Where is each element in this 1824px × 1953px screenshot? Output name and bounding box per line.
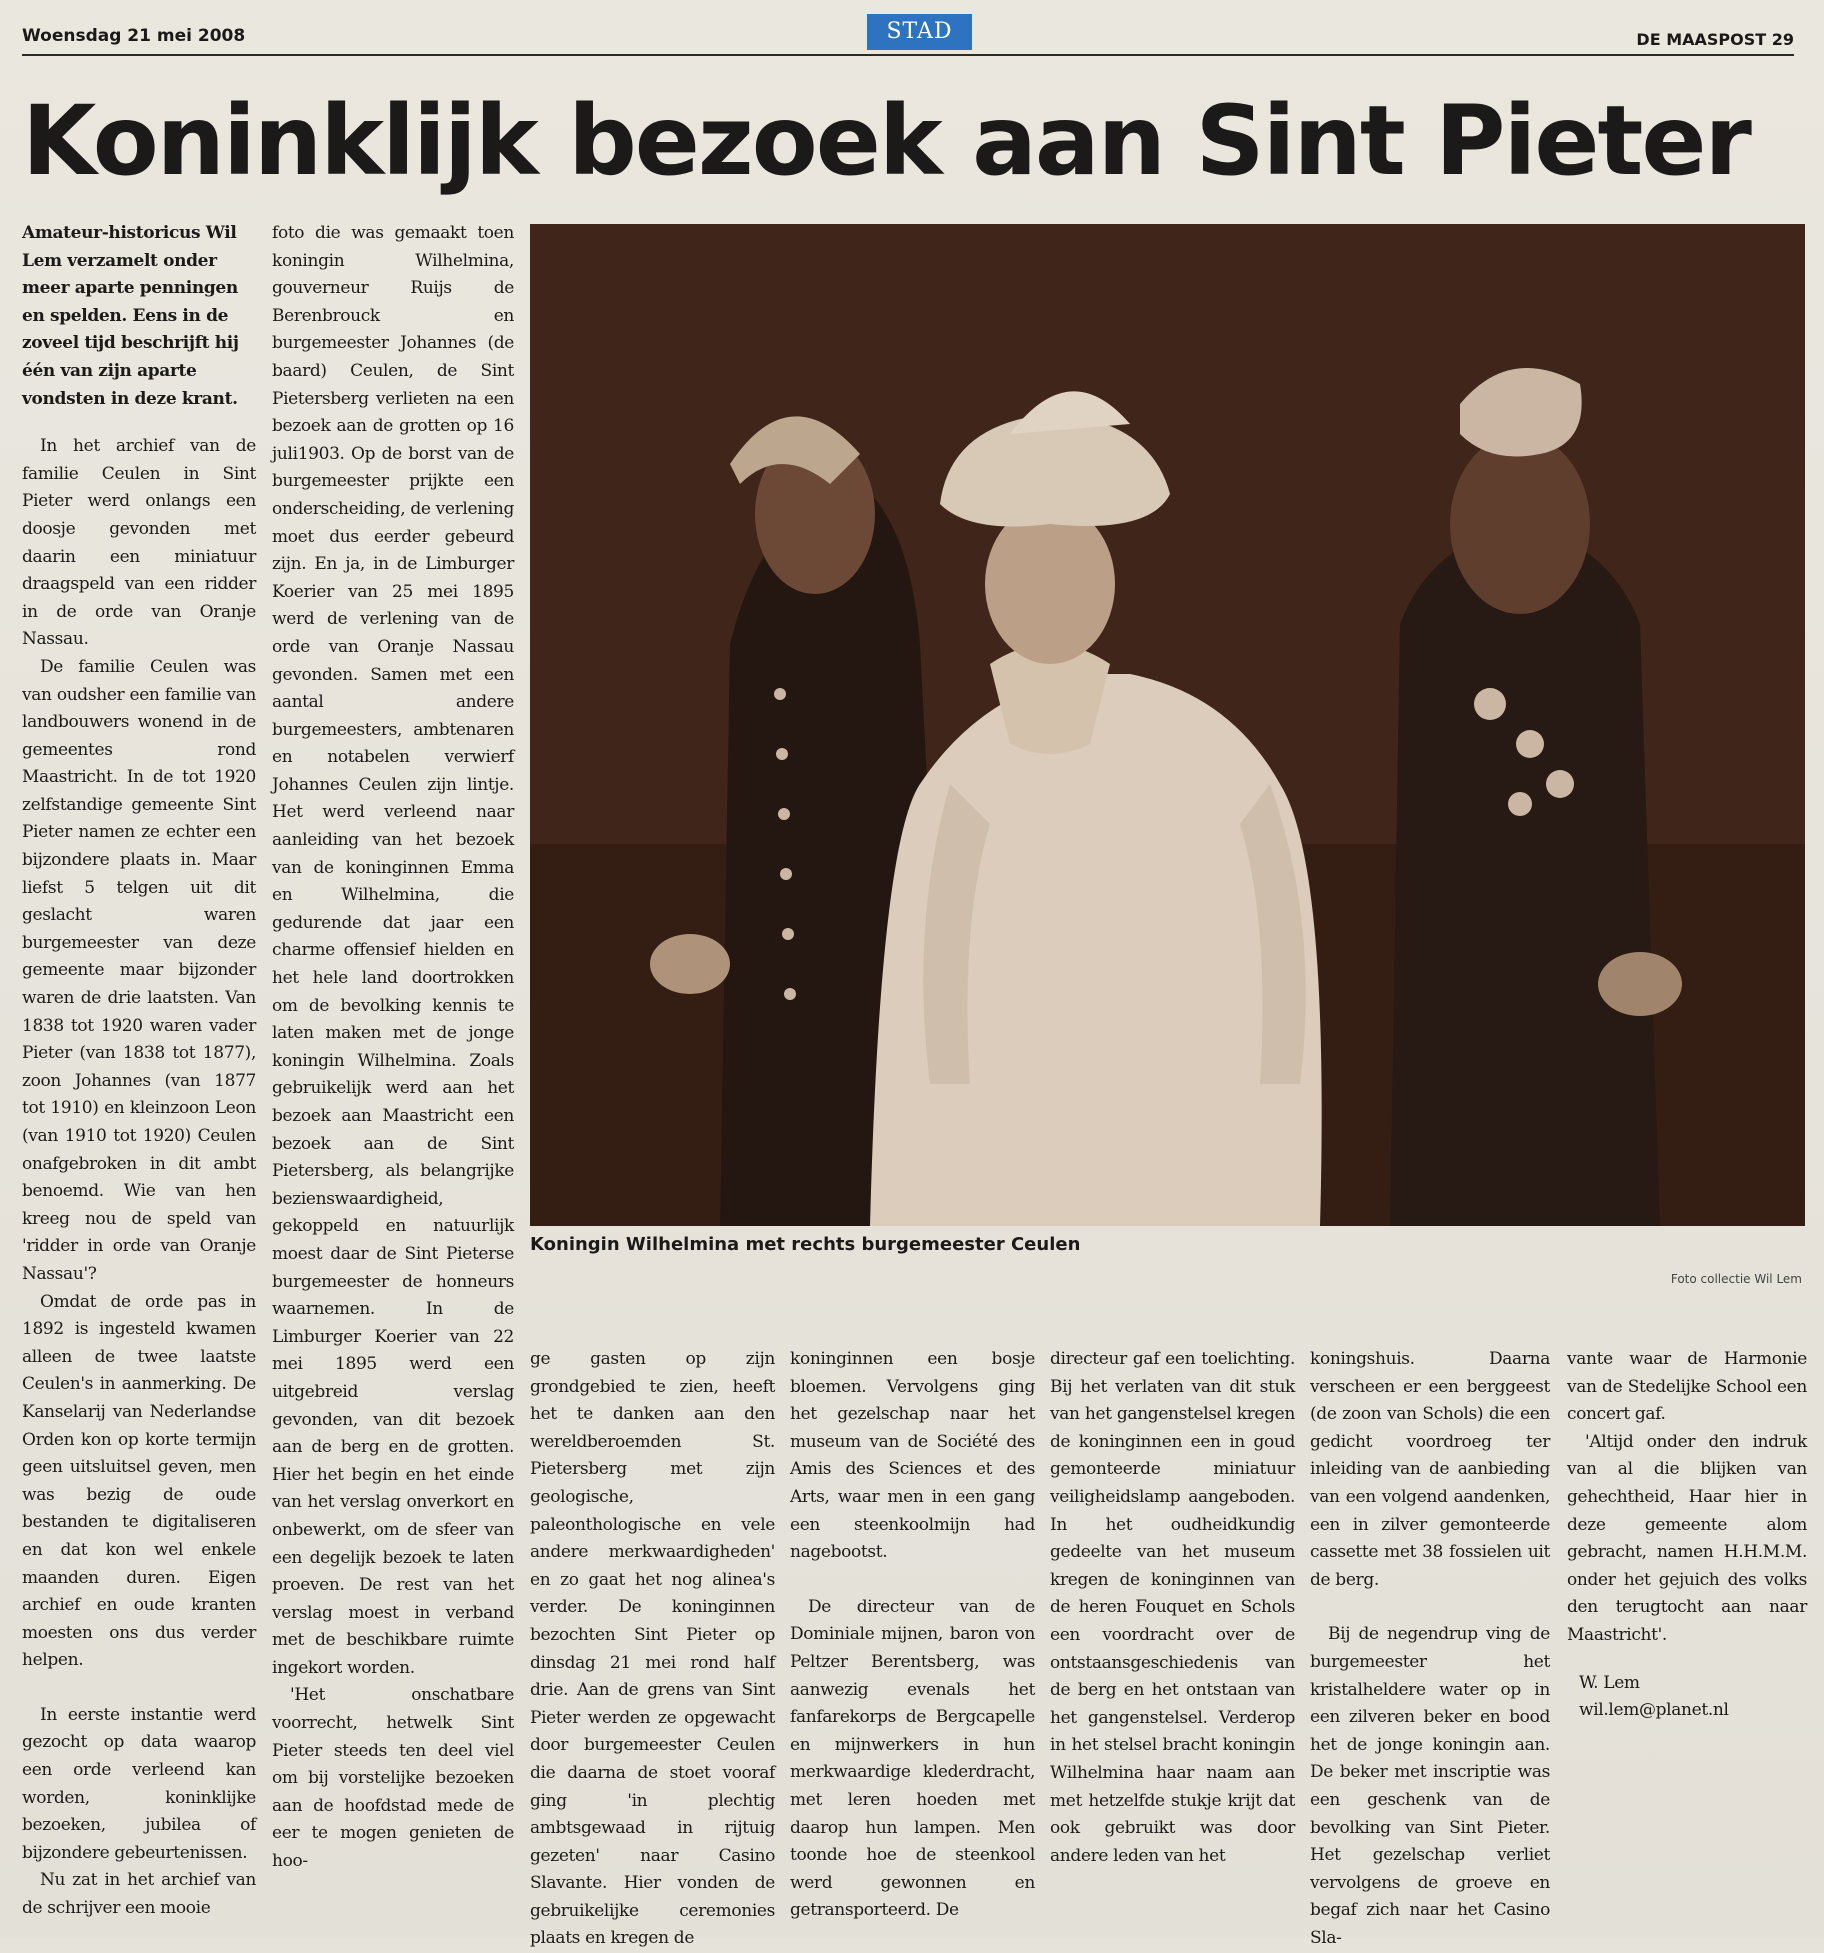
paragraph: In eerste instantie werd gezocht op data waarop een orde verleend kan worden, koninklijke bezoeken, jubilea of bijzondere gebeurtenissen. (22, 1704, 256, 1863)
headline: Koninklijk bezoek aan Sint Pieter (22, 85, 1750, 197)
author-email[interactable]: wil.lem@planet.nl (1579, 1700, 1729, 1721)
article-column-2 (272, 220, 514, 1935)
photo-caption: Koningin Wilhelmina met rechts burgemeester Ceulen (530, 1234, 1081, 1255)
paragraph: foto die was gemaakt toen koningin Wilhelmina, gouverneur Ruijs de Berenbrouck en burgemeester Johannes (de baard) Ceulen, de Sint Pietersberg verlieten na een bezoek aan de grotten op 16 juli1903. Op de borst van de burgemeester prijkte een onderscheiding, de verlening moet dus eerder gebeurd zijn. En ja, in de Limburger Koerier van 25 mei 1895 werd de verlening van de orde van Oranje Nassau gevonden. Samen met een aantal andere burgemeesters, ambtenaren en notabelen verwierf Johannes Ceulen zijn lintje. Het werd verleend naar aanleiding van het bezoek van de koninginnen Emma en Wilhelmina, die gedurende dat jaar een charme offensief hielden en het hele land doortrokken om de bevolking kennis te laten maken met de jonge koningin Wilhelmina. Zoals gebruikelijk werd aan het bezoek aan Maastricht een bezoek aan de Sint Pietersberg, als belangrijke bezienswaardigheid, gekoppeld en natuurlijk moest daar de Sint Pieterse burgemeester de honneurs waarnemen. In de Limburger Koerier van 22 mei 1895 werd een uitgebreid verslag gevonden, van dit bezoek aan de berg en de grotten. Hier het begin en het einde van het verslag onverkort en onbewerkt, om de sfeer van een degelijk bezoek te laten proeven. De rest van het verslag moest in verband met de beschikbare ruimte ingekort worden. (272, 223, 514, 1678)
paragraph: Omdat de orde pas in 1892 is ingesteld kwamen alleen de twee laatste Ceulen's in aanmerking. De Kanselarij van Nederlandse Orden kon op korte termijn geen uitsluitsel geven, men was bezig de oude bestanden te digitaliseren en dat kon wel enkele maanden duren. Eigen archief en oude kranten moesten ons dus verder helpen. (22, 1291, 256, 1671)
paragraph: directeur gaf een toelichting. Bij het verlaten van dit stuk van het gangenstelsel kregen de koninginnen een in goud gemonteerde miniatuur veiligheidslamp aangeboden. In het oudheidkundig gedeelte van het museum kregen de koninginnen van de heren Fouquet en Schols een voordracht over de ontstaansgeschiedenis van de berg en het ontstaan van het gangenstelsel. Verderop in het stelsel bracht koningin Wilhelmina haar naam aan met hetzelfde stukje krijt dat ook gebruikt was door andere leden van het (1050, 1349, 1295, 1866)
article-lead: Amateur-historicus Wil Lem verzamelt onder meer aparte penningen en spelden. Eens in de zoveel tijd beschrijft hij één van zijn aparte vondsten in deze krant. (22, 223, 239, 409)
article-column-5 (1050, 1346, 1295, 1936)
paragraph: 'Het onschatbare voorrecht, hetwelk Sint Pieter steeds ten deel viel om bij vorstelijke bezoeken aan de hoofdstad mede de eer te mogen genieten de hoo- (272, 1685, 514, 1872)
paragraph: Bij de negendrup ving de burgemeester het kristalheldere water op in een zilveren beker en bood het de jonge koningin aan. De beker met inscriptie was een geschenk van de bevolking van Sint Pieter. Het gezelschap verliet vervolgens de groeve en begaf zich naar het Casino Sla- (1310, 1624, 1550, 1948)
paragraph: De directeur van de Dominiale mijnen, baron von Peltzer Berentsberg, was aanwezig evenals het fanfarekorps de Bergcapelle en mijnwerkers in hun merkwaardige klederdracht, met leren hoeden met daarop hun lampen. Men toonde hoe de steenkool werd gewonnen en getransporteerd. De (790, 1596, 1035, 1921)
article-column-7 (1567, 1346, 1807, 1936)
section-badge: STAD (867, 14, 972, 50)
historic-photo (530, 224, 1805, 1226)
publication-page: DE MAASPOST 29 (1636, 30, 1794, 49)
paragraph: In het archief van de familie Ceulen in Sint Pieter werd onlangs een doosje gevonden met daarin een miniatuur draagspeld van een ridder in de orde van Oranje Nassau. (22, 436, 256, 650)
photo-credit: Foto collectie Wil Lem (1670, 1272, 1802, 1286)
paragraph: De familie Ceulen was van oudsher een familie van landbouwers wonend in de gemeentes rond Maastricht. In de tot 1920 zelfstandige gemeente Sint Pieter namen ze echter een bijzondere plaats in. Maar liefst 5 telgen uit dit geslacht waren burgemeester van deze gemeente maar bijzonder waren de drie laatsten. Van 1838 tot 1920 waren vader Pieter (van 1838 tot 1877), zoon Johannes (van 1877 tot 1910) en kleinzoon Leon (van 1910 tot 1920) Ceulen onafgebroken in dit ambt benoemd. Wie van hen kreeg nou de speld van 'ridder in orde van Oranje Nassau'? (22, 656, 256, 1284)
article-column-1 (22, 220, 256, 1935)
article-column-4 (790, 1346, 1035, 1936)
issue-date: Woensdag 21 mei 2008 (22, 26, 246, 46)
paragraph: ge gasten op zijn grondgebied te zien, heeft het te danken aan den wereldberoemden St. Pietersberg met zijn geologische, paleonthologische en vele andere merkwaardigheden' en zo gaat het nog alinea's verder. De koninginnen bezochten Sint Pieter op dinsdag 21 mei rond half drie. Aan de grens van Sint Pieter werden ze opgewacht door burgemeester Ceulen die daarna de stoet vooraf ging 'in plechtig ambtsgewaad in rijtuig gezeten' naar Casino Slavante. Hier vonden de gebruikelijke ceremonies plaats en kregen de (530, 1349, 775, 1949)
paragraph: 'Altijd onder den indruk van al die blijken van gehechtheid, Haar hier in deze gemeente alom gebracht, namen H.H.M.M. onder het gejuich des volks den terugtocht aan naar Maastricht'. (1567, 1431, 1807, 1645)
paragraph: Nu zat in het archief van de schrijver een mooie (22, 1870, 256, 1919)
author-name: W. Lem (1579, 1672, 1640, 1693)
masthead (22, 14, 1794, 56)
paragraph: koningshuis. Daarna verscheen er een berggeest (de zoon van Schols) die een gedicht voordroeg ter inleiding van de aanbieding van een volgend aandenken, een in zilver gemonteerde cassette met 38 fossielen uit de berg. (1310, 1349, 1550, 1590)
photo-grain (530, 224, 1805, 1226)
paragraph: vante waar de Harmonie van de Stedelijke School een concert gaf. (1567, 1349, 1807, 1425)
article-column-3 (530, 1346, 775, 1949)
article-column-6 (1310, 1346, 1550, 1948)
paragraph: koninginnen een bosje bloemen. Vervolgens ging het gezelschap naar het museum van de Société des Amis des Sciences et des Arts, waar men in een gang een steenkoolmijn had nagebootst. (790, 1349, 1035, 1563)
